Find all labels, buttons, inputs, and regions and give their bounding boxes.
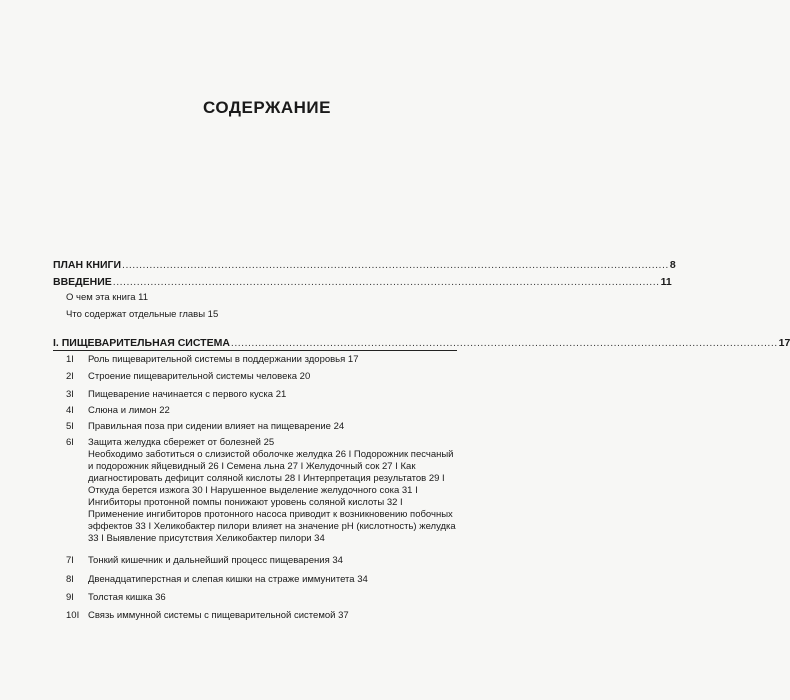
toc-item-number: 7I [66,555,74,566]
toc-item-number: 4I [66,405,74,416]
toc-item [66,437,88,449]
toc-item-number: 10I [66,610,80,621]
toc-item-text: Защита желудка сбережет от болезней 25 [88,437,275,448]
toc-entry-page: 11 [660,276,672,288]
toc-item-detail: Необходимо заботиться о слизистой оболочке желудка 26 I Подорожник песчаный и подорожник яйцевидный 26 I Семена льна 27 I Желудочный сок 27 I Как диагностировать дефицит соляной кислоты 28 I Интерпретация результатов 29 I Откуда берется изжога 30 I Нарушенное выделение желудочного сока 31 I Ингибиторы протонной помпы понижают уровень соляной кислоты 32 I Применение ингибиторов протонного насоса приводит к возникновению побочных эффектов 33 I Хеликобактер пилори влияет на значение pH (кислотность) желудка 33 I Выявление присутствия Хеликобактер пилори 34 [88,449,456,544]
toc-item-text: Связь иммунной системы с пищеварительной системой 37 [88,610,349,621]
toc-item-text: Слюна и лимон 22 [88,405,170,416]
toc-item-text: Правильная поза при сидении влияет на пищеварение 24 [88,421,345,432]
toc-item-number: 2I [66,371,74,382]
toc-item [66,421,344,433]
toc-item-text: Двенадцатиперстная и слепая кишки на страже иммунитета 34 [88,574,368,585]
toc-subentry: Что содержат отдельные главы 15 [66,309,219,320]
toc-item [66,610,349,622]
toc-section-heading [53,337,790,350]
section-underline [53,350,457,351]
toc-item-text: Строение пищеварительной системы человека 20 [88,371,311,382]
toc-item-number: 5I [66,421,74,432]
toc-item-number: 3I [66,389,74,400]
toc-item [66,574,368,586]
toc-section-title: I. ПИЩЕВАРИТЕЛЬНАЯ СИСТЕМА [53,337,230,349]
toc-item-text: Роль пищеварительной системы в поддержании здоровья 17 [88,354,359,365]
toc-entry-plan [53,259,676,272]
dot-leader: ................................................................................................................................................................ [122,259,669,271]
toc-item [66,405,170,417]
toc-entry-page: 8 [669,259,676,271]
dot-leader: ................................................................................................................................................................ [230,337,778,349]
toc-item-body [88,437,458,545]
toc-entry-title: ВВЕДЕНИЕ [53,276,112,288]
toc-item [66,592,166,604]
toc-entry-intro [53,276,672,289]
toc-item-text: Толстая кишка 36 [88,592,166,603]
toc-item-number: 9I [66,592,74,603]
toc-item [66,555,343,567]
toc-entry-title: ПЛАН КНИГИ [53,259,122,271]
toc-item-number: 8I [66,574,74,585]
toc-item [66,371,310,383]
toc-section-page: 17 [778,337,790,349]
toc-item-number: 1I [66,354,74,365]
toc-item-text: Пищеварение начинается с первого куска 21 [88,389,287,400]
toc-subentry: О чем эта книга 11 [66,292,148,303]
toc-item [66,389,286,401]
page-title: СОДЕРЖАНИЕ [203,98,331,117]
toc-item-number: 6I [66,437,74,448]
toc-item [66,354,358,366]
toc-item-text: Тонкий кишечник и дальнейший процесс пищеварения 34 [88,555,343,566]
dot-leader: ................................................................................................................................................................ [112,276,660,288]
